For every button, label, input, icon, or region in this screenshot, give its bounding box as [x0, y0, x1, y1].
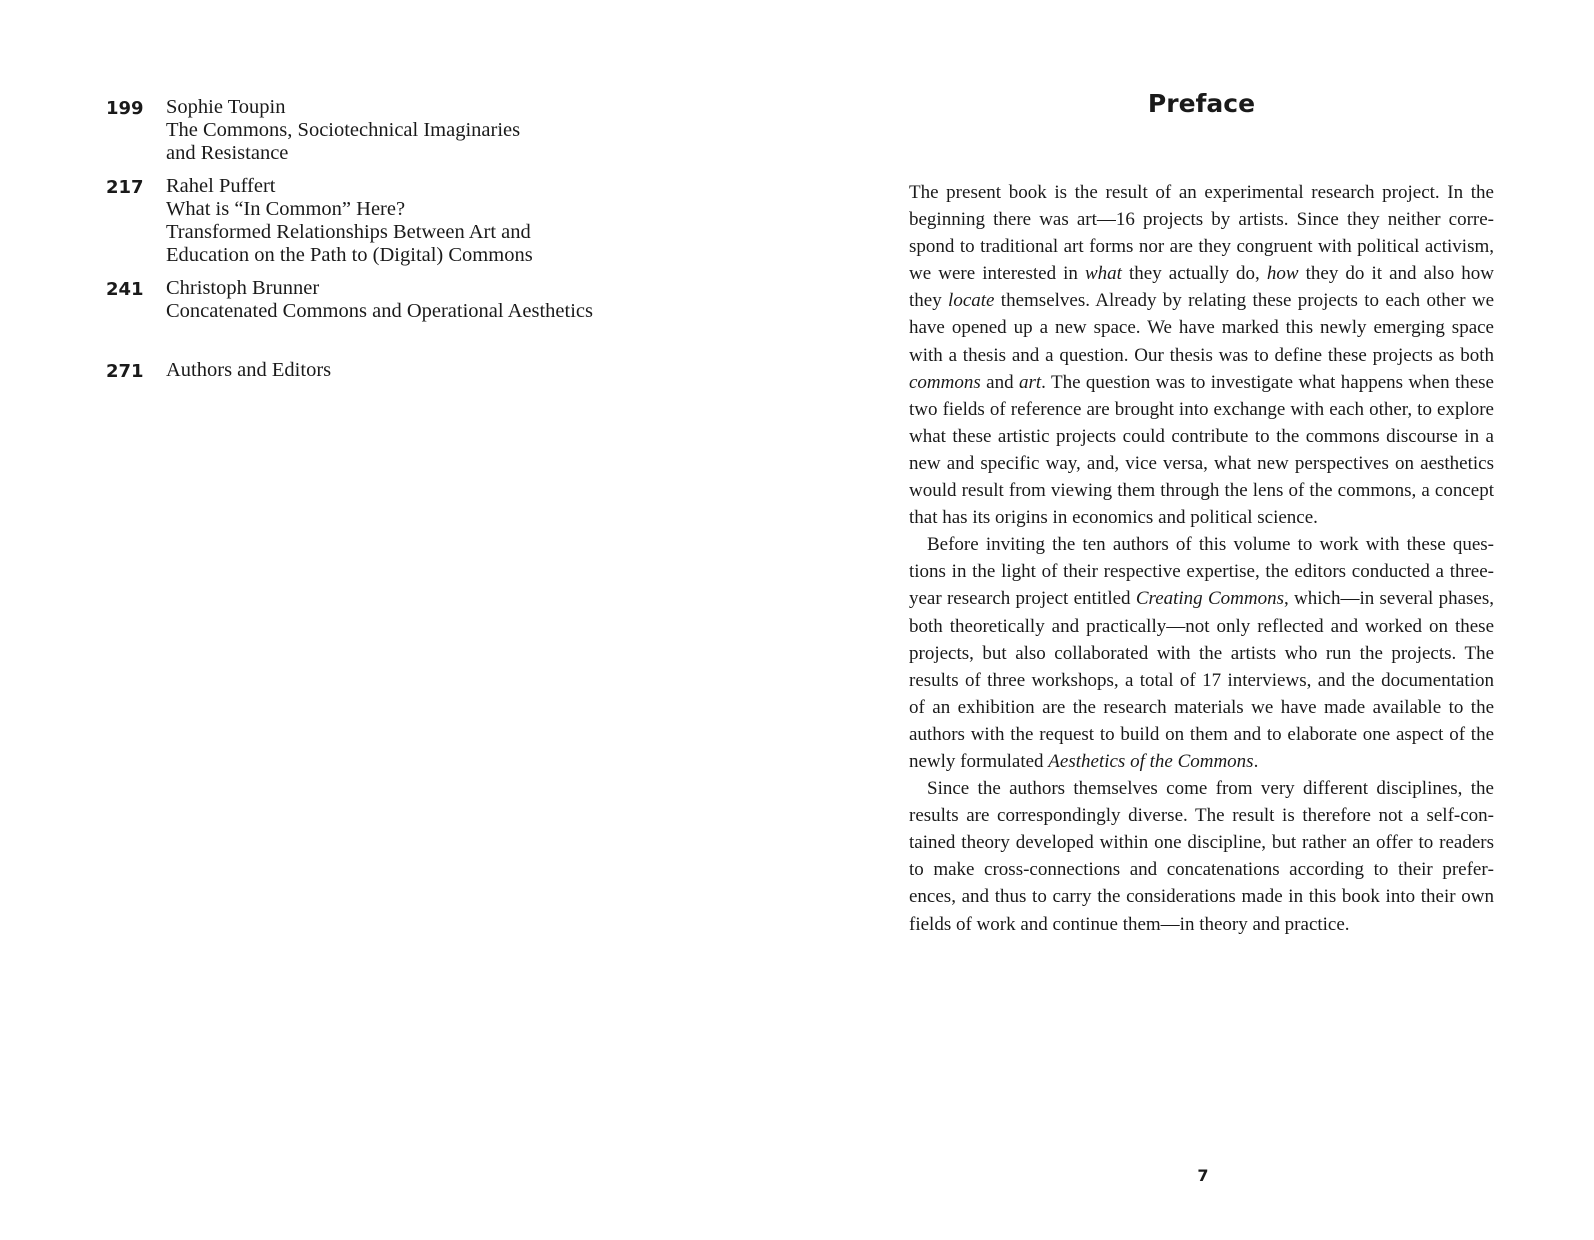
toc-entry [106, 96, 746, 165]
preface-section [909, 86, 1494, 938]
toc-page-number: 199 [106, 98, 144, 119]
toc-entry-text [166, 175, 533, 267]
toc-author: Authors and Editors [166, 359, 332, 381]
toc-entry-text [166, 277, 593, 323]
toc-title-line: Transformed Relationships Between Art and [166, 221, 531, 243]
toc-title-line: Education on the Path to (Digital) Commons [166, 244, 533, 266]
toc-title-line: and Resistance [166, 142, 289, 164]
toc-author: Sophie Toupin [166, 96, 286, 118]
preface-paragraph: Since the authors themselves come from very different disciplines, the results are correspondingly diverse. The result is therefore not a self-contained theory developed within one discipline, but rather an offer to readers to make cross-connections and concatenations according to their preferences, and thus to carry the considerations made in this book into their own fields of work and continue them—in theory and practice. [909, 778, 1494, 935]
toc-entry [106, 175, 746, 267]
emphasis: how [1266, 263, 1299, 285]
emphasis: art [1018, 371, 1042, 393]
toc-page-number: 241 [106, 279, 144, 300]
toc-page-number: 271 [106, 361, 144, 382]
toc-page-number: 217 [106, 177, 144, 198]
toc-author: Christoph Brunner [166, 277, 320, 299]
toc-title-line: The Commons, Sociotechnical Imaginaries [166, 119, 521, 141]
emphasis: what [1085, 263, 1122, 285]
book-title-emphasis: Aesthetics of the Commons [1048, 750, 1254, 772]
emphasis: locate [948, 290, 995, 312]
toc-title-line: Concatenated Commons and Operational Aesthetics [166, 300, 593, 322]
toc-author: Rahel Puffert [166, 175, 276, 197]
page-number: 7 [1197, 1166, 1209, 1185]
toc-entry-text [166, 359, 331, 383]
toc-entry [106, 359, 746, 383]
book-title-emphasis: Creating Commons [1135, 588, 1284, 610]
preface-paragraph: Before inviting the ten authors of this volume to work with these questions in the light of their respective expertise, the editors conducted a three-year research project entitled Creating Commons, which—in several phases, both theoretically and practically—not only reflected and worked on these projects, but also collaborated with the artists who run the projects. The results of three workshops, a total of 17 interviews, and the documentation of an exhibition are the research materials we have made available to the authors with the request to build on them and to elaborate one aspect of the newly formulated Aesthetics of the Commons. [909, 534, 1494, 772]
preface-heading: Preface [1147, 89, 1256, 118]
toc-entry [106, 277, 746, 323]
table-of-contents [106, 96, 746, 393]
emphasis: commons [909, 371, 981, 393]
preface-paragraph: The present book is the result of an experimental research project. In the beginning there was art—16 projects by artists. Since they neither correspond to traditional art forms nor are they congruent with political activism, we were interested in what they actually do, how they do it and also how they locate themselves. Already by relating these projects to each other we have opened up a new space. We have marked this newly emerging space with a thesis and a question. Our thesis was to define these projects as both commons and art. The question was to investigate what happens when these two fields of reference are brought into exchange with each other, to explore what these artistic projects could contribute to the commons discourse in a new and specific way, and, vice versa, what new perspectives on aesthetics would result from viewing them through the lens of the commons, a concept that has its origins in economics and political science. [909, 182, 1494, 529]
toc-entry-text [166, 96, 520, 165]
toc-title-line: What is “In Common” Here? [166, 198, 406, 220]
preface-body [909, 179, 1494, 938]
